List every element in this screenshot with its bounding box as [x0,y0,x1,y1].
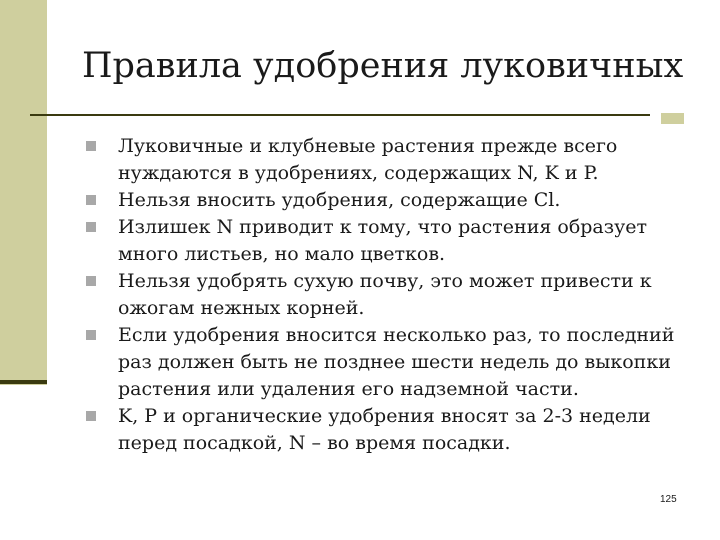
bullet-text: Нельзя вносить удобрения, содержащие Cl. [118,189,561,211]
square-bullet-icon [86,330,96,340]
side-accent-line [0,380,47,384]
bullet-item [84,322,684,403]
square-bullet-icon [86,222,96,232]
square-bullet-icon [86,411,96,421]
bullet-text: Излишек N приводит к тому, что растения образует много листьев, но мало цветков. [118,216,648,265]
bullet-item [84,403,684,457]
page-number: 125 [660,494,677,505]
bullet-item [84,214,684,268]
bullet-text: Луковичные и клубневые растения прежде всего нуждаются в удобрениях, содержащих N, K и P. [118,135,618,184]
bullet-item [84,268,684,322]
slide-title: Правила удобрения луковичных [82,46,684,86]
side-accent-bar [0,0,47,385]
title-divider-accent [661,113,684,124]
bullet-text: Если удобрения вносится несколько раз, то последний раз должен быть не позднее шести недель до выкопки растения или удаления его надземной части. [118,324,675,400]
bullet-item [84,187,684,214]
square-bullet-icon [86,141,96,151]
bullet-list [84,133,684,457]
square-bullet-icon [86,195,96,205]
bullet-item [84,133,684,187]
bullet-text: Нельзя удобрять сухую почву, это может привести к ожогам нежных корней. [118,270,652,319]
title-divider [30,114,650,116]
bullet-text: K, P и органические удобрения вносят за 2-3 недели перед посадкой, N – во время посадки. [118,405,651,454]
square-bullet-icon [86,276,96,286]
